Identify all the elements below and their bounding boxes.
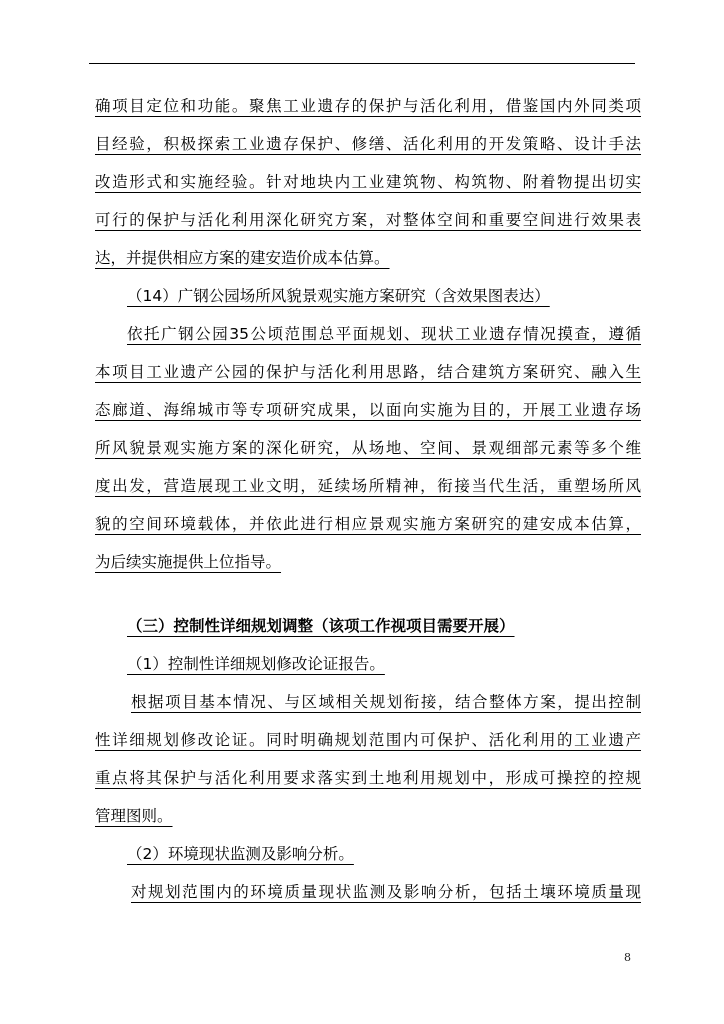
header-rule bbox=[89, 63, 635, 64]
body-text-line: 所风貌景观实施方案的深化研究，从场地、空间、景观细部元素等多个维 bbox=[95, 439, 641, 457]
body-text-line: 貌的空间环境载体，并依此进行相应景观实施方案研究的建安成本估算， bbox=[95, 515, 641, 533]
body-text-line: 度出发，营造展现工业文明，延续场所精神，衔接当代生活，重塑场所风 bbox=[95, 477, 641, 495]
body-text-line: 对规划范围内的环境质量现状监测及影响分析，包括土壤环境质量现 bbox=[131, 883, 641, 901]
body-text-line: 管理图则。 bbox=[95, 807, 173, 825]
body-text-line: 本项目工业遗产公园的保护与活化利用思路，结合建筑方案研究、融入生 bbox=[95, 363, 641, 381]
body-text-line: 依托广钢公园35公顷范围总平面规划、现状工业遗存情况摸查，遵循 bbox=[127, 325, 641, 343]
body-text-line: 态廊道、海绵城市等专项研究成果，以面向实施为目的，开展工业遗存场 bbox=[95, 401, 641, 419]
section-3-item-2-heading: （2）环境现状监测及影响分析。 bbox=[127, 845, 354, 863]
section-3-item-1-heading: （1）控制性详细规划修改论证报告。 bbox=[127, 655, 385, 673]
body-text-line: 达，并提供相应方案的建安造价成本估算。 bbox=[95, 249, 390, 267]
body-text-line: 可行的保护与活化利用深化研究方案，对整体空间和重要空间进行效果表 bbox=[95, 211, 641, 229]
body-text-line: 确项目定位和功能。聚焦工业遗存的保护与活化利用，借鉴国内外同类项 bbox=[95, 97, 641, 115]
body-text-line: 性详细规划修改论证。同时明确规划范围内可保护、活化利用的工业遗产 bbox=[95, 731, 641, 749]
page-number: 8 bbox=[624, 951, 631, 964]
section-3-heading: （三）控制性详细规划调整（该项工作视项目需要开展） bbox=[127, 617, 515, 635]
body-text-line: 根据项目基本情况、与区域相关规划衔接，结合整体方案，提出控制 bbox=[131, 693, 641, 711]
body-text-line: 改造形式和实施经验。针对地块内工业建筑物、构筑物、附着物提出切实 bbox=[95, 173, 641, 191]
item-14-heading: （14）广钢公园场所风貌景观实施方案研究（含效果图表达） bbox=[127, 287, 550, 305]
body-text-line: 重点将其保护与活化利用要求落实到土地利用规划中，形成可操控的控规 bbox=[95, 769, 641, 787]
body-text-line: 目经验，积极探索工业遗存保护、修缮、活化利用的开发策略、设计手法 bbox=[95, 135, 641, 153]
body-text-line: 为后续实施提供上位指导。 bbox=[95, 553, 282, 571]
